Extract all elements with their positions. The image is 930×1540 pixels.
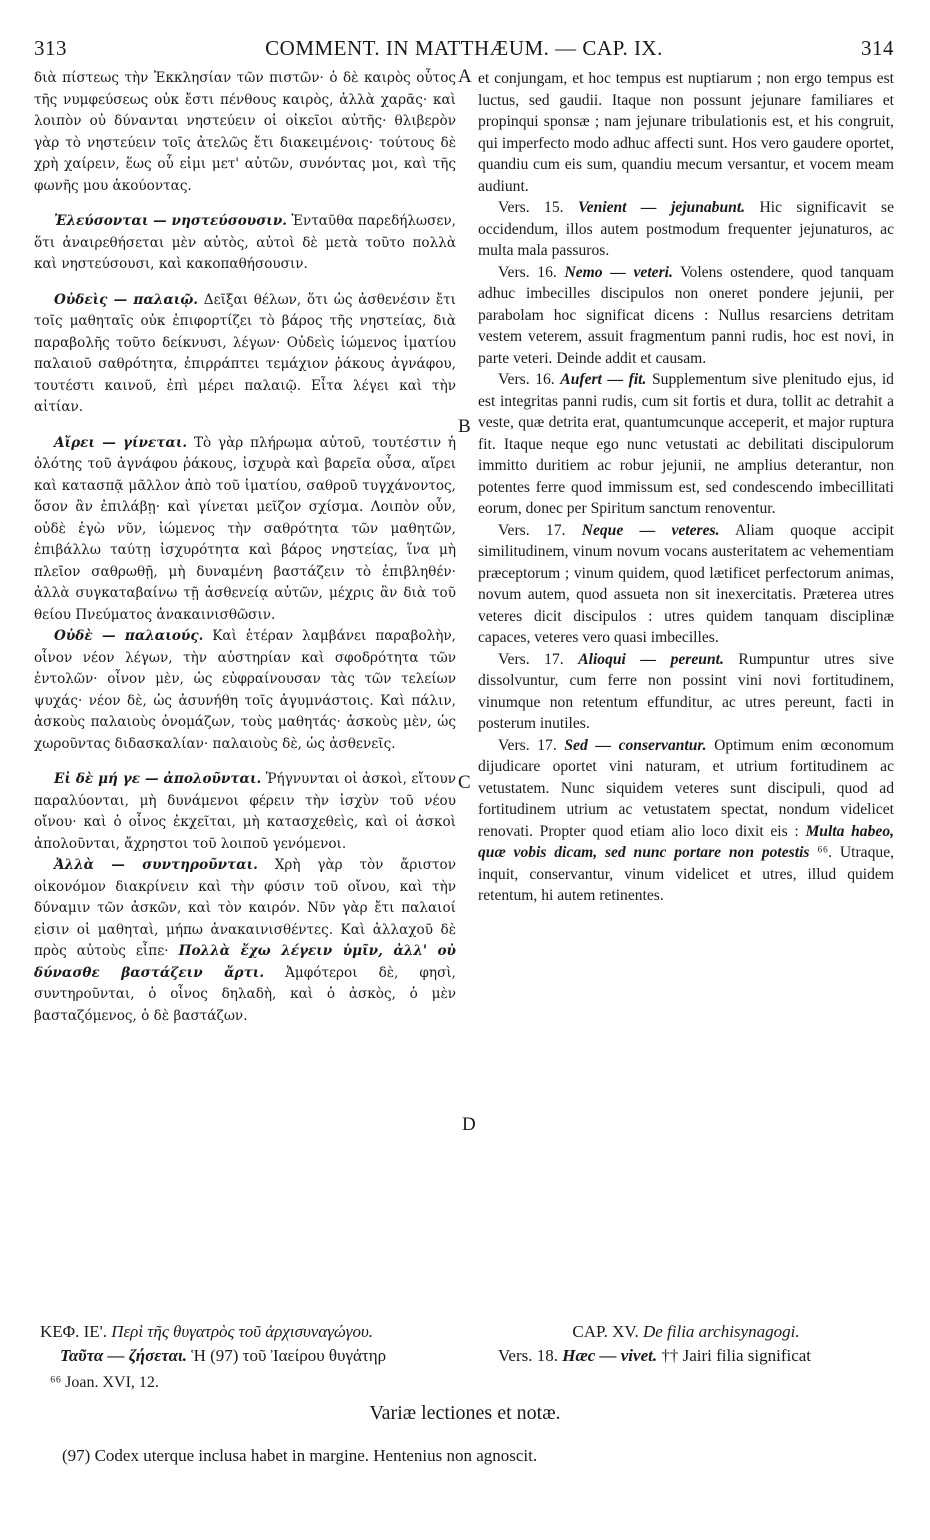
margin-marker-b: B [458, 416, 471, 437]
scripture-quote: Πολλὰ ἔχω λέγειν ὑμῖν, ἀλλ' οὐ δύνασθε βαστάζειν ἄρτι. [34, 943, 456, 981]
verse-ref: Vers. 16. [498, 371, 555, 388]
running-title: COMMENT. IN MATTHÆUM. — CAP. IX. [265, 36, 663, 60]
footnote: ⁶⁶ Joan. XVI, 12. [50, 1374, 159, 1391]
verse-ref: Vers. 16. [498, 263, 557, 281]
lemma: Ἐλεύσονται — νηστεύσουσιν. [54, 213, 288, 229]
lemma: Εἰ δὲ μή γε — ἀπολοῦνται. [54, 771, 262, 787]
chapter-title: De filia archisynagogi. [638, 1322, 800, 1341]
latin-paragraph: Vers. 17. Sed — conservantur. Optimum enim œconomum dijudicare oportet vini naturam, et utrium fortitudinem ac vetustatem. Nunc siquidem veteres sunt discipuli, quod ad fortitudinem utrium ac vetustatem spectat, nondum videlicet renovati. Propter quod etiam alio loco dixit eis : Multa habeo, quæ vobis dicam, sed nunc portare non potestis ⁶⁶. Utraque, inquit, conservantur, vinum videlicet et utres, illud quidem retentum, hi autem retinentes. [478, 736, 895, 904]
margin-marker-c: C [458, 772, 471, 793]
lemma: Ταῦτα — ζήσεται. [60, 1346, 187, 1365]
verse-ref: Vers. 18. [498, 1346, 558, 1365]
latin-column [478, 68, 894, 907]
greek-paragraph: Οὐδεὶς — παλαιῷ. Δεῖξαι θέλων, ὅτι ὡς ἀσθενέσιν ἔτι τοῖς μαθηταῖς οὐκ ἐπιφορτίζει τὸ βάρος τῆς νηστείας, διὰ παραβολῆς τοῦτο δείκνυσι, λέγων· Οὐδεὶς ἰώμενος ἱματίου παλαιοῦ σαθρότητα, ἐπιρράπτει τεμάχιον ῥάκους ἀγνάφου, τουτέστι καινοῦ, ἐπὶ μέρει παλαιῷ. Εἶτα λέγει καὶ τὴν αἰτίαν. [34, 291, 456, 415]
lemma: Οὐδεὶς — παλαιῷ. [54, 291, 199, 308]
latin-paragraph: Vers. 15. Venient — jejunabunt. Hic significavit se occidendum, illos autem postmodum frequenter jejunaturos, ac multa mala passuros. [478, 199, 895, 259]
page-number-left: 313 [34, 36, 67, 60]
chapter-number: CAP. XV. [572, 1322, 639, 1341]
page-number-right: 314 [861, 36, 894, 60]
lemma: Ἀλλὰ — συντηροῦνται. [54, 857, 258, 873]
lemma: Sed — conservantur. [564, 736, 707, 754]
verse-ref: Vers. 15. [498, 199, 564, 216]
variant-note: (97) Codex uterque inclusa habet in margine. Hentenius non agnoscit. [62, 1446, 538, 1465]
margin-marker-d: D [462, 1114, 476, 1135]
latin-paragraph: et conjungam, et hoc tempus est nuptiarum ; non ergo tempus est luctus, sed gaudii. Itaque non possunt jejunare familiares et propinqui sponsæ ; nam jejunare tribulationis est, et his congruit, qui imperfecto modo adhuc affecti sunt. Hos vero gaudere oportet, quandiu cum eis sum, quandiu mecum versantur, et vocem meam audiunt. [478, 70, 894, 195]
lemma: Αἴρει — γίνεται. [54, 434, 188, 451]
margin-marker-a: A [458, 66, 472, 87]
chapter-heading-latin: CAP. XV. De filia archisynagogi. Vers. 18. Hæc — vivet. †† Jairi filia significat [498, 1322, 812, 1365]
lemma: Aufert — fit. [560, 371, 647, 388]
verse-ref: Vers. 17. [498, 521, 566, 539]
lemma: Venient — jejunabunt. [577, 199, 746, 216]
lemma: Alioqui — pereunt. [578, 650, 724, 668]
variants-title: Variæ lectiones et notæ. [369, 1402, 561, 1424]
scripture-quote: Multa habeo, quæ vobis dicam, sed nunc portare non potestis [478, 822, 895, 861]
greek-paragraph: διὰ πίστεως τὴν Ἐκκλησίαν τῶν πιστῶν· ὁ δὲ καιρὸς οὗτος τῆς νυμφεύσεως οὐκ ἔστι πένθους καιρὸς, ἀλλὰ χαρᾶς· καὶ λοιπὸν οὐ δύνανται νηστεύειν οἱ οἰκεῖοι αὐτῆς· θλιβερὸν γὰρ τὸ νηστεύειν τοῖς ἀτελῶς ἔτι διακειμένοις· τούτους δὲ χρὴ χαίρειν, ἕως οὗ εἰμι μετ' αὐτῶν, συνόντας μοι, καὶ τῆς φωνῆς μου ἀκούοντας. [34, 70, 456, 194]
chapter-title: Περὶ τῆς θυγατρὸς τοῦ ἀρχισυναγώγου. [106, 1322, 374, 1341]
chapter-number: ΚΕΦ. ΙΕ'. [40, 1322, 107, 1341]
latin-paragraph: Vers. 16. Nemo — veteri. Volens ostendere, quod tanquam adhuc imbecilles discipulos non oneret pondere jejunii, per parabolam hoc significat dicens : Nullus resarciens detritam vestem veterem, assuit fragmentum panni rudis, hoc est novi, in parte veteri. Deinde addit et causam. [478, 263, 894, 367]
greek-column [34, 68, 456, 1027]
latin-paragraph: Vers. 16. Aufert — fit. Supplementum sive plenitudo ejus, id est integritas panni rudis, cum sit fortis et dura, tollit ac detrahit a veste, quæ detrita erat, quantumcunque acceperit, et major ruptura fit. Itaque neque ego nunc vetustati ac debilitati discipulorum immitto duritiem ac robur jejunii, ne amplius deterantur, non potentes ferre quod immissum est, sed condescendo imbecillitati eorum, donec per Spiritum sanctum renoventur. [478, 371, 894, 517]
greek-paragraph: Εἰ δὲ μή γε — ἀπολοῦνται. Ῥήγνυνται οἱ ἀσκοὶ, εἴτουν παραλύονται, μὴ δυνάμενοι φέρειν τὴν ἰσχὺν τοῦ νέου οἴνου· καὶ ὁ οἶνος ἐκχεῖται, μὴ κατασχεθεὶς, καὶ οἱ ἀσκοὶ ἀπολοῦνται, ἄχρηστοι τοῦ λοιποῦ γενόμενοι. [34, 771, 456, 852]
greek-paragraph: Αἴρει — γίνεται. Τὸ γὰρ πλήρωμα αὐτοῦ, τουτέστιν ἡ ὁλότης τοῦ ἀγνάφου ῥάκους, ἰσχυρὰ καὶ βαρεῖα οὖσα, αἴρει καὶ κατασπᾷ μᾶλλον ἀπὸ τοῦ ἱματίου, σαθροῦ τυγχάνοντος, ὅσον ἂν ἐπιλάβῃ· καὶ γίνεται μεῖζον σχίσμα. Λοιπὸν οὖν, οὐδὲ ἐγὼ νῦν, ἰώμενος τὴν σαθρότητα τῶν μαθητῶν, ἐπιβάλλω ταύτῃ ἰσχυρότητα καὶ βάρος νηστείας, ἵνα μὴ πλεῖον σαθρωθῇ, μὴ δυναμένη βαστάζειν τὸ ἐπιβληθέν· ἀλλὰ συγκαταβαίνω τῇ ἀσθενείᾳ αὐτῶν, μέχρις ἂν διὰ τοῦ θείου Πνεύματος ἀνακαινισθῶσιν. [34, 434, 457, 623]
latin-paragraph: Vers. 17. Alioqui — pereunt. Rumpuntur utres sive dissolvuntur, cum ferre non possint vini novi fortitudinem, vinumque non retentum effunditur, ac utres pereunt, facti in posterum inutiles. [478, 650, 894, 732]
verse-ref: Vers. 17. [498, 736, 557, 754]
lemma: Hæc — vivet. [562, 1346, 658, 1365]
footnote-ref: ⁶⁶. [809, 844, 833, 861]
latin-paragraph: Vers. 17. Neque — veteres. Aliam quoque accipit similitudinem, vinum novum vocans austeritatem ac vehementiam præceptorum ; vinum quidem, quod lætificet perfectorum animas, novum autem, quod assueta non sit inexercitatis. Præterea utres veteres dicit discipulos : utres quidem tanquam disciplinæ capaces, veteres vero quasi imbecilles. [478, 521, 894, 646]
greek-paragraph: Οὐδὲ — παλαιούς. Καὶ ἑτέραν λαμβάνει παραβολὴν, οἶνον νέον λέγων, τὴν αὐστηρίαν καὶ σφοδρότητα τῶν ἐντολῶν· οἶνον μὲν, ὡς εὐφραίνουσαν τὰς τῶν τελείων ψυχάς· νέον δὲ, ὡς ἀσυνήθη τοῖς ἀγυμνάστοις. Καὶ πάλιν, ἀσκοὺς παλαιοὺς ὀνομάζων, τοὺς μαθητάς· ἀσκοὺς μὲν, ὡς χωροῦντας διδασκαλίαν· παλαιοὺς δὲ, ὡς ἀσθενεῖς. [34, 628, 456, 752]
lemma: Οὐδὲ — παλαιούς. [54, 628, 204, 644]
verse-ref: Vers. 17. [498, 650, 564, 668]
greek-paragraph: Ἐλεύσονται — νηστεύσουσιν. Ἐνταῦθα παρεδήλωσεν, ὅτι ἀναιρεθήσεται μὲν αὐτὸς, αὐτοὶ δὲ μετὰ τοῦτο πολλὰ καὶ νηστεύσουσι, καὶ κακοπαθήσουσιν. [34, 213, 456, 272]
page-header [34, 36, 894, 64]
chapter-heading-greek: ΚΕΦ. ΙΕ'. Περὶ τῆς θυγατρὸς τοῦ ἀρχισυναγώγου. Ταῦτα — ζήσεται. Ἡ (97) τοῦ Ἰαείρου θυγάτηρ [40, 1322, 387, 1365]
lemma: Nemo — veteri. [564, 263, 673, 281]
lemma: Neque — veteres. [581, 521, 720, 539]
greek-paragraph: Ἀλλὰ — συντηροῦνται. Χρὴ γὰρ τὸν ἄριστον οἰκονόμον διακρίνειν καὶ τὴν φύσιν τοῦ οἴνου, καὶ τὴν δύναμιν τῶν ἀσκῶν, καὶ τὸν καιρόν. Νῦν γὰρ ἔτι παλαιοί εἰσιν οἱ μαθηταὶ, μήπω ἀνακαινισθέντες. Καὶ ἀλλαχοῦ δὲ πρὸς αὐτοὺς εἶπε· Πολλὰ ἔχω λέγειν ὑμῖν, ἀλλ' οὐ δύνασθε βαστάζειν ἄρτι. Ἀμφότεροι δὲ, φησὶ, συντηροῦνται, ὁ οἶνος δηλαδὴ, καὶ ὁ ἀσκὸς, ὁ μὲν βασταζόμενος, ὁ δὲ βαστάζων. [34, 857, 456, 1024]
